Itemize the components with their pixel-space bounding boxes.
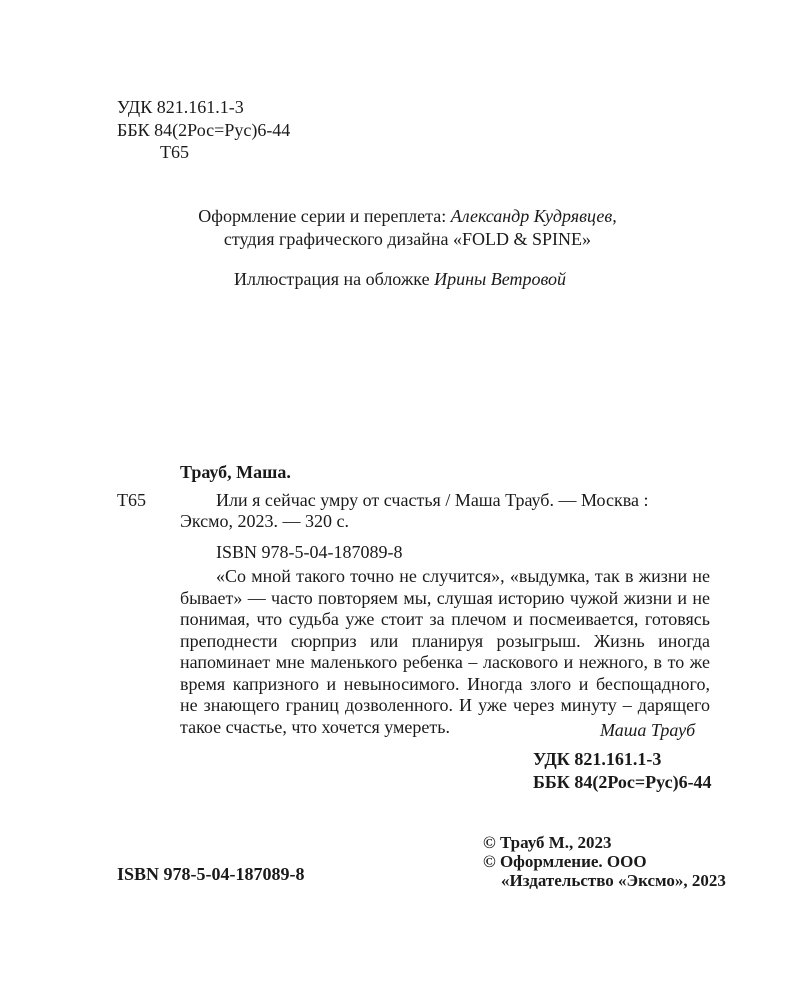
series-designer-name: Александр Кудрявцев,	[450, 206, 617, 226]
copyright-publisher: «Издательство «Эксмо», 2023	[501, 871, 726, 890]
series-design-label: Оформление серии и переплета:	[198, 206, 451, 226]
bbk-code: ББК 84(2Рос=Рус)6-44	[117, 119, 291, 140]
copyright-author: © Трауб М., 2023	[483, 833, 612, 852]
annotation-signature: Маша Трауб	[600, 720, 696, 740]
bottom-bbk-code: ББК 84(2Рос=Рус)6-44	[533, 771, 712, 792]
series-design-line	[15, 205, 800, 228]
credits-block	[0, 205, 800, 251]
catalog-mark: Т65	[117, 490, 146, 510]
author-mark: Т65	[160, 142, 189, 162]
top-classification-block	[117, 96, 397, 164]
catalog-isbn: ISBN 978-5-04-187089-8	[216, 542, 403, 562]
bottom-isbn: ISBN 978-5-04-187089-8	[117, 864, 305, 884]
copyright-block	[483, 833, 726, 890]
illustration-credit	[0, 268, 800, 290]
illustrator-name: Ирины Ветровой	[434, 269, 567, 289]
bottom-classification-block	[533, 748, 712, 793]
catalog-title-line-2: Эксмо, 2023. — 320 с.	[180, 511, 350, 531]
udk-code: УДК 821.161.1-3	[117, 97, 244, 117]
catalog-title-line-1: Или я сейчас умру от счастья / Маша Трауб. — Москва :	[216, 490, 649, 510]
copyright-design: © Оформление. ООО	[483, 852, 647, 871]
studio-line: студия графического дизайна «FOLD & SPINE»	[223, 229, 592, 249]
catalog-author: Трауб, Маша.	[180, 462, 291, 482]
illustration-label: Иллюстрация на обложке	[233, 269, 435, 289]
annotation-paragraph: «Со мной такого точно не случится», «выдумка, так в жизни не бывает» — часто повторяем мы, слушая историю чужой жизни и не понимая, что судьба уже стоит за плечом и посмеивается, готовясь преподнести сюрприз или планируя розыгрыш. Жизнь иногда напоминает мне маленького ребенка – ласкового и нежного, в то же время капризного и невыносимого. Иногда злого и беспощадного, не знающего границ дозволенного. И уже через минуту – дарящего такое счастье, что хочется умереть.	[180, 566, 710, 737]
bottom-udk-code: УДК 821.161.1-3	[533, 749, 662, 769]
